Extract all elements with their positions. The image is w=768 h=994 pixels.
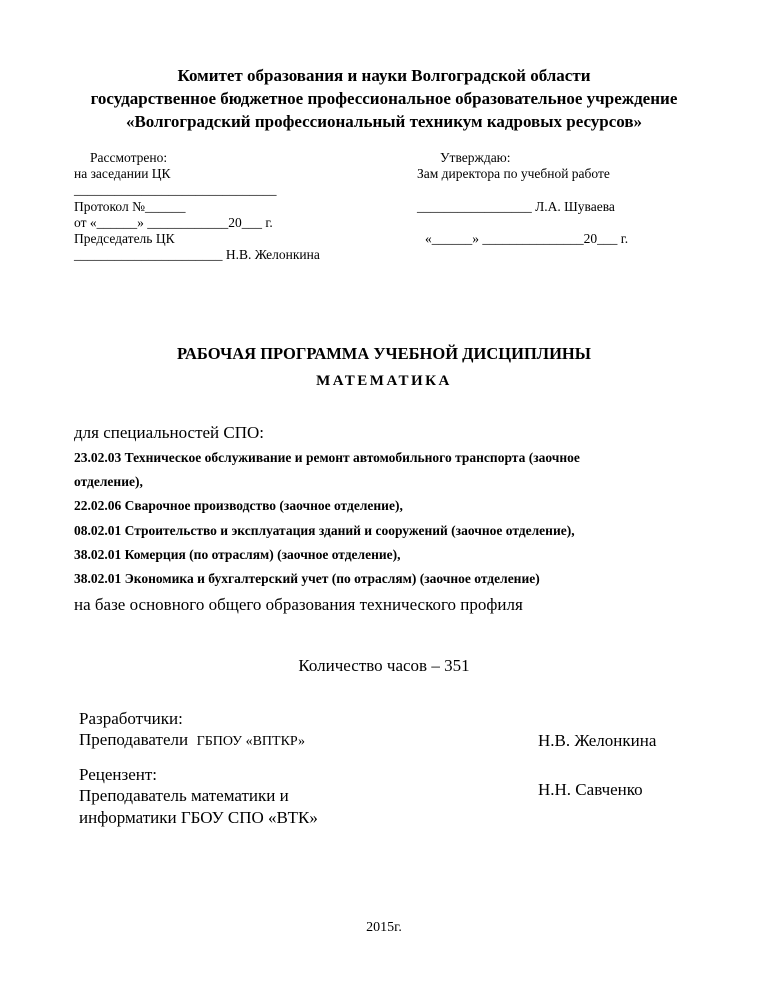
- hours-count: Количество часов – 351: [298, 656, 470, 675]
- reviewer-name: Н.Н. Савченко: [538, 780, 643, 799]
- specialty-item: 08.02.01 Строительство и эксплуатация зданий и сооружений (заочное отделение),: [74, 523, 575, 538]
- specialty-item: 38.02.01 Комерция (по отраслям) (заочное отделение),: [74, 547, 401, 562]
- developers-role-prefix: Преподаватели: [79, 730, 189, 749]
- specialty-item: 22.02.06 Сварочное производство (заочное отделение),: [74, 498, 403, 513]
- education-profile: на базе основного общего образования технического профиля: [74, 595, 523, 614]
- deputy-position: Зам директора по учебной работе: [417, 166, 610, 181]
- chairman-signature: ______________________ Н.В. Желонкина: [74, 247, 320, 262]
- developers-heading: Разработчики:: [79, 709, 183, 728]
- approve-label: Утверждаю:: [440, 150, 511, 165]
- blank-line: ______________________________: [74, 182, 277, 197]
- protocol-label: Протокол №______: [74, 199, 186, 214]
- specialty-item: 23.02.03 Техническое обслуживание и ремонт автомобильного транспорта (заочное: [74, 450, 580, 465]
- discipline-title: МАТЕМАТИКА: [316, 373, 452, 389]
- document-year: 2015г.: [366, 920, 402, 935]
- reviewer-role-line1: Преподаватель математики и: [79, 786, 289, 805]
- approval-date: «______» _______________20___ г.: [425, 231, 629, 246]
- meeting-label: на заседании ЦК: [74, 166, 171, 181]
- protocol-date: от «______» ____________20___ г.: [74, 215, 273, 230]
- organization-type: государственное бюджетное профессиональное образовательное учреждение: [90, 89, 678, 108]
- developer-name: Н.В. Желонкина: [538, 731, 657, 750]
- document-title: РАБОЧАЯ ПРОГРАММА УЧЕБНОЙ ДИСЦИПЛИНЫ: [177, 344, 591, 363]
- considered-label: Рассмотрено:: [90, 150, 168, 165]
- developers-role-org: ГБПОУ «ВПТКР»: [196, 734, 306, 749]
- specialties-intro: для специальностей СПО:: [74, 423, 265, 442]
- chairman-label: Председатель ЦК: [74, 231, 175, 246]
- specialty-item: отделение),: [74, 474, 143, 489]
- organization-name: «Волгоградский профессиональный техникум кадровых ресурсов»: [125, 112, 643, 131]
- reviewer-role-line2: информатики ГБОУ СПО «ВТК»: [79, 808, 318, 827]
- reviewer-heading: Рецензент:: [79, 765, 158, 784]
- organization-committee: Комитет образования и науки Волгоградской области: [177, 66, 591, 85]
- specialty-item: 38.02.01 Экономика и бухгалтерский учет (по отраслям) (заочное отделение): [74, 571, 540, 586]
- developers-role: [79, 730, 305, 750]
- deputy-signature: _________________ Л.А. Шуваева: [417, 199, 615, 214]
